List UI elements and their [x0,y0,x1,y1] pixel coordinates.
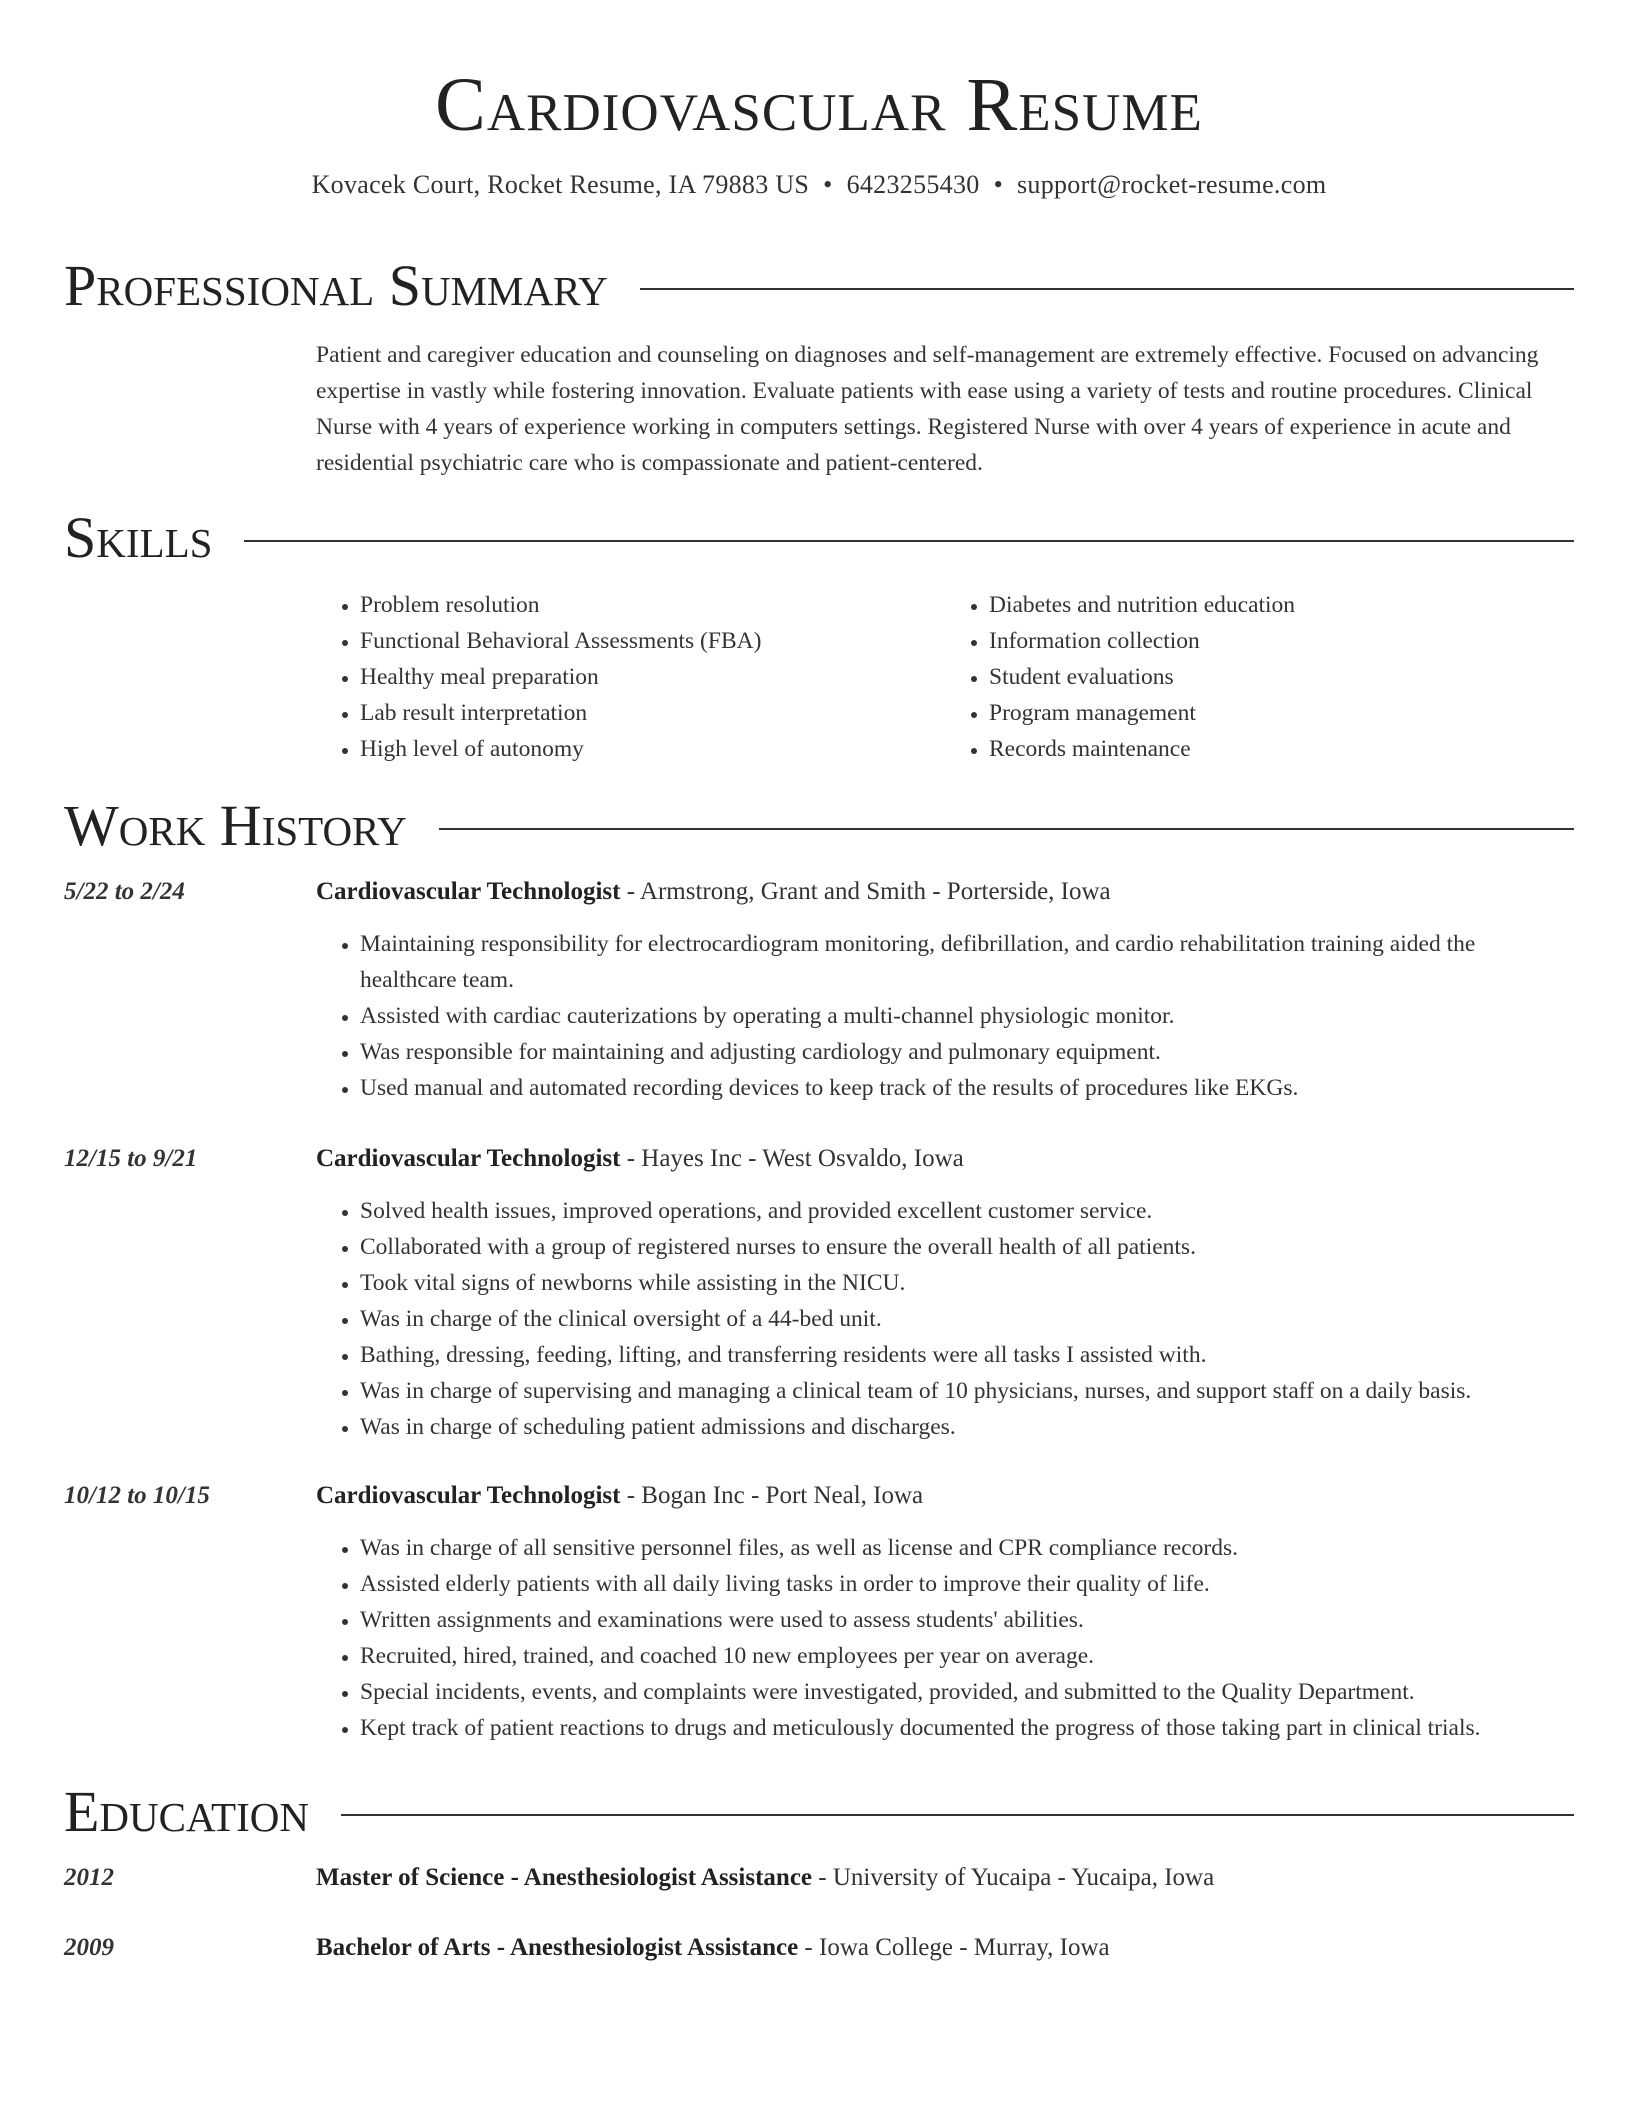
skill-item: • Records maintenance [989,731,1574,767]
contact-address: Kovacek Court, Rocket Resume, IA 79883 US [311,170,810,199]
job-employer: - Hayes Inc - West Osvaldo, Iowa [620,1145,964,1172]
job-bullet: • Collaborated with a group of registered nurses to ensure the overall health of all patients. [360,1229,1574,1265]
job-entry [316,874,1574,1106]
job-heading [316,1478,1574,1514]
section-divider [640,288,1574,290]
job-bullet: • Bathing, dressing, feeding, lifting, and transferring residents were all tasks I assisted with. [360,1337,1574,1373]
resume-name: Cardiovascular Resume [435,63,1203,147]
skill-item: • Program management [989,695,1574,731]
section-title-work: Work History [64,793,407,858]
education-entry [316,1860,1574,1896]
job-employer: - Armstrong, Grant and Smith - Porterside, Iowa [620,878,1111,905]
job-title: Cardiovascular Technologist [316,1482,621,1509]
skills-column-left [316,587,945,767]
job-bullet: • Written assignments and examinations were used to assess students' abilities. [360,1602,1574,1638]
section-divider [341,1814,1574,1816]
education-year: 2009 [64,1934,114,1961]
job-bullets [316,926,1574,1106]
summary-body [316,337,1574,481]
job-bullet: • Was in charge of scheduling patient admissions and discharges. [360,1409,1574,1445]
education-heading [316,1860,1574,1896]
education-school: - Iowa College - Murray, Iowa [798,1934,1110,1961]
job-heading [316,874,1574,910]
job-bullet: • Used manual and automated recording devices to keep track of the results of procedures like EKGs. [360,1070,1574,1106]
skill-item: • Problem resolution [360,587,945,623]
section-header-education [64,1780,1574,1844]
contact-email: support@rocket-resume.com [1016,170,1327,199]
job-bullet: • Was in charge of the clinical oversight of a 44-bed unit. [360,1301,1574,1337]
education-year: 2012 [64,1864,114,1891]
job-bullet: • Was responsible for maintaining and adjusting cardiology and pulmonary equipment. [360,1034,1574,1070]
contact-line [64,168,1574,202]
education-entry [316,1930,1574,1966]
job-bullet: • Special incidents, events, and complaints were investigated, provided, and submitted to the Quality Department. [360,1674,1574,1710]
job-bullet: • Took vital signs of newborns while assisting in the NICU. [360,1265,1574,1301]
job-bullet: • Assisted elderly patients with all daily living tasks in order to improve their quality of life. [360,1566,1574,1602]
skill-item: • Student evaluations [989,659,1574,695]
section-title-skills: Skills [64,505,213,570]
job-employer: - Bogan Inc - Port Neal, Iowa [620,1482,924,1509]
job-entry [316,1141,1574,1445]
skill-item: • Functional Behavioral Assessments (FBA) [360,623,945,659]
contact-separator: • [993,170,1003,199]
section-divider [439,828,1574,830]
skills-list [316,587,1574,767]
education-degree: Master of Science - Anesthesiologist Assistance [316,1864,813,1891]
skill-item: • Lab result interpretation [360,695,945,731]
skill-item: • High level of autonomy [360,731,945,767]
section-header-skills [64,506,1574,570]
job-bullet: • Recruited, hired, trained, and coached 10 new employees per year on average. [360,1638,1574,1674]
skills-column-right [945,587,1574,767]
job-bullet: • Solved health issues, improved operations, and provided excellent customer service. [360,1193,1574,1229]
education-heading [316,1930,1574,1966]
job-dates: 10/12 to 10/15 [64,1482,210,1509]
job-bullet: • Assisted with cardiac cauterizations by operating a multi-channel physiologic monitor. [360,998,1574,1034]
contact-phone: 6423255430 [846,170,980,199]
section-header-summary [64,254,1574,318]
job-bullet: • Was in charge of supervising and managing a clinical team of 10 physicians, nurses, and support staff on a daily basis. [360,1373,1574,1409]
resume-page [64,0,1574,1961]
skill-item: • Diabetes and nutrition education [989,587,1574,623]
job-bullet: • Was in charge of all sensitive personnel files, as well as license and CPR compliance records. [360,1530,1574,1566]
job-entry [316,1478,1574,1746]
section-title-education: Education [64,1779,309,1844]
education-school: - University of Yucaipa - Yucaipa, Iowa [812,1864,1215,1891]
section-divider [244,540,1574,542]
contact-separator: • [823,170,833,199]
education-degree: Bachelor of Arts - Anesthesiologist Assistance [316,1934,799,1961]
job-bullet: • Maintaining responsibility for electrocardiogram monitoring, defibrillation, and cardio rehabilitation training aided the healthcare team. [360,926,1574,998]
skill-item: • Healthy meal preparation [360,659,945,695]
section-header-work [64,794,1574,858]
job-bullets [316,1530,1574,1746]
job-title: Cardiovascular Technologist [316,878,621,905]
job-title: Cardiovascular Technologist [316,1145,621,1172]
job-dates: 12/15 to 9/21 [64,1145,198,1172]
summary-text: Patient and caregiver education and counseling on diagnoses and self-management are extremely effective. Focused on advancing expertise in vastly while fostering innovation. Evaluate patients with ease using a variety of tests and routine procedures. Clinical Nurse with 4 years of experience working in computers settings. Registered Nurse with over 4 years of experience in acute and residential psychiatric care who is compassionate and patient-centered. [316,342,1539,476]
job-bullet: • Kept track of patient reactions to drugs and meticulously documented the progress of those taking part in clinical trials. [360,1710,1574,1746]
job-heading [316,1141,1574,1177]
job-dates: 5/22 to 2/24 [64,878,185,905]
section-title-summary: Professional Summary [64,253,608,318]
job-bullets [316,1193,1574,1445]
skill-item: • Information collection [989,623,1574,659]
